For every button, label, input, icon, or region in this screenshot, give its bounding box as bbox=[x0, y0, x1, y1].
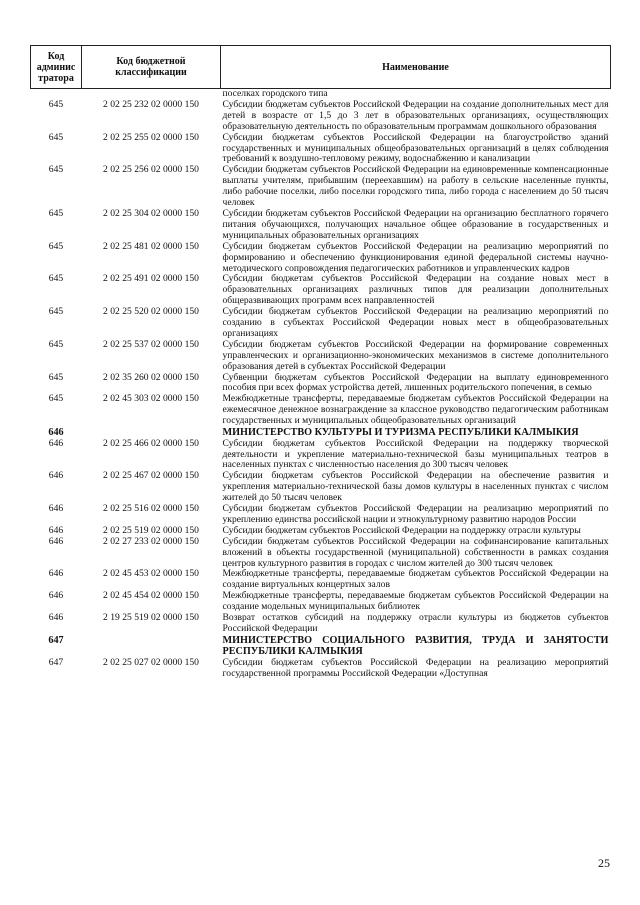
name-cell: Субсидии бюджетам субъектов Российской Федерации на реализацию мероприятий государственной программы Российской Федерации «Доступная bbox=[222, 656, 609, 679]
budget-code-cell bbox=[82, 635, 221, 658]
admin-code-cell: 646 bbox=[48, 612, 64, 624]
admin-code-cell: 645 bbox=[48, 207, 64, 219]
budget-code-cell: 2 02 25 466 02 0000 150 bbox=[103, 437, 199, 449]
ministry-row bbox=[31, 635, 611, 658]
name-cell: Субсидии бюджетам субъектов Российской Федерации на реализацию мероприятий по укреплению единства российской нации и этнокультурному развитию народов России bbox=[222, 503, 609, 525]
name-cell: Межбюджетные трансферты, передаваемые бюджетам субъектов Российской Федерации на создание модельных муниципальных библиотек bbox=[222, 590, 609, 613]
admin-code-cell: 645 bbox=[48, 164, 64, 176]
budget-code-cell: 2 02 45 454 02 0000 150 bbox=[103, 590, 199, 602]
budget-code-cell: 2 02 25 520 02 0000 150 bbox=[103, 306, 199, 318]
table-row bbox=[31, 439, 611, 472]
admin-code-cell: 647 bbox=[48, 656, 64, 668]
table-header-row bbox=[31, 46, 611, 89]
budget-code-cell: 2 02 25 304 02 0000 150 bbox=[103, 207, 199, 219]
table-row bbox=[31, 373, 611, 395]
admin-code-cell: 646 bbox=[48, 568, 64, 580]
budget-code-cell: 2 02 25 481 02 0000 150 bbox=[103, 240, 199, 252]
name-cell: Субсидии бюджетам субъектов Российской Федерации на обеспечение развития и укрепления материально-технической базы домов культуры в населенных пунктах с числом жителей до 50 тысяч человек bbox=[222, 470, 609, 504]
table-row bbox=[31, 471, 611, 504]
table-row bbox=[31, 591, 611, 613]
budget-code-cell: 2 02 27 233 02 0000 150 bbox=[103, 535, 199, 547]
table-row bbox=[31, 307, 611, 340]
admin-code-cell: 645 bbox=[48, 338, 64, 350]
table-row bbox=[31, 100, 611, 133]
budget-code-cell: 2 02 45 303 02 0000 150 bbox=[103, 393, 199, 405]
admin-code-cell: 645 bbox=[48, 393, 64, 405]
name-cell: МИНИСТЕРСТВО КУЛЬТУРЫ И ТУРИЗМА РЕСПУБЛИКИ КАЛМЫКИЯ bbox=[222, 427, 579, 439]
budget-code-cell: 2 02 25 256 02 0000 150 bbox=[103, 164, 199, 176]
table-row bbox=[31, 242, 611, 275]
name-cell: Субсидии бюджетам субъектов Российской Федерации на поддержку творческой деятельности и укрепление материально-технической базы муниципальных театров в населенных пунктах с численностью населения до 300 тысяч человек bbox=[222, 437, 609, 471]
budget-code-cell: 2 02 25 232 02 0000 150 bbox=[103, 98, 199, 110]
budget-code-cell: 2 02 25 467 02 0000 150 bbox=[103, 470, 199, 482]
table-row bbox=[31, 133, 611, 166]
table-row bbox=[31, 340, 611, 373]
budget-code-cell: 2 02 25 491 02 0000 150 bbox=[103, 273, 199, 285]
admin-code-cell: 646 bbox=[48, 503, 64, 515]
table-row bbox=[31, 569, 611, 591]
ministry-row bbox=[31, 427, 611, 439]
budget-code-cell: 2 02 25 519 02 0000 150 bbox=[103, 524, 199, 536]
admin-code-cell: 646 bbox=[48, 524, 64, 536]
budget-code-cell: 2 02 45 453 02 0000 150 bbox=[103, 568, 199, 580]
budget-code-cell: 2 02 25 027 02 0000 150 bbox=[103, 656, 199, 668]
admin-code-cell: 645 bbox=[48, 371, 64, 383]
header-name: Наименование bbox=[221, 46, 611, 89]
budget-table bbox=[30, 45, 611, 680]
admin-code-cell: 646 bbox=[48, 427, 64, 439]
name-cell: Субсидии бюджетам субъектов Российской Федерации на организацию бесплатного горячего питания обучающихся, получающих начальное общее образование в государственных и муниципальных образовательных организациях bbox=[222, 207, 609, 241]
name-cell: Межбюджетные трансферты, передаваемые бюджетам субъектов Российской Федерации на создание виртуальных концертных залов bbox=[222, 568, 609, 591]
admin-code-cell: 647 bbox=[48, 634, 64, 646]
name-cell: Субсидии бюджетам субъектов Российской Федерации на софинансирование капитальных вложений в объекты государственной (муниципальной) собственности в рамках создания центров культурного развития в городах с числом жителей до 300 тысяч человек bbox=[222, 535, 609, 569]
name-cell: Субсидии бюджетам субъектов Российской Федерации на благоустройство зданий государственных и муниципальных общеобразовательных организаций в целях соблюдения требований к воздушно-тепловому режиму, водоснабжению и канализации bbox=[222, 131, 609, 165]
name-cell: Возврат остатков субсидий на поддержку отрасли культуры из бюджетов субъектов Российской Федерации bbox=[222, 612, 609, 634]
name-cell: Субвенции бюджетам субъектов Российской Федерации на выплату единовременного пособия при всех формах устройства детей, лишенных родительского попечения, в семью bbox=[222, 371, 609, 394]
name-cell: Субсидии бюджетам субъектов Российской Федерации на создание дополнительных мест для детей в возрасте от 1,5 до 3 лет в образовательных организациях, осуществляющих образовательную деятельность по образовательным программам дошкольного образования bbox=[222, 98, 609, 132]
table-row bbox=[31, 504, 611, 526]
header-admin-code: Код админис тратора bbox=[31, 46, 82, 89]
name-cell: Субсидии бюджетам субъектов Российской Федерации на формирование современных управленческих и организационно-экономических механизмов в системе дополнительного образования детей в субъектах Российской Федерации bbox=[222, 338, 609, 372]
admin-code-cell: 645 bbox=[48, 131, 64, 143]
name-cell: МИНИСТЕРСТВО СОЦИАЛЬНОГО РАЗВИТИЯ, ТРУДА И ЗАНЯТОСТИ РЕСПУБЛИКИ КАЛМЫКИЯ bbox=[222, 634, 609, 658]
admin-code-cell: 645 bbox=[48, 273, 64, 285]
table-row bbox=[31, 658, 611, 680]
budget-code-cell: 2 02 25 516 02 0000 150 bbox=[103, 503, 199, 515]
table-row bbox=[31, 165, 611, 209]
table-body bbox=[31, 89, 611, 680]
name-cell: Субсидии бюджетам субъектов Российской Федерации на создание новых мест в образовательных организациях различных типов для реализации дополнительных общеразвивающих программ всех направленностей bbox=[222, 273, 609, 307]
name-cell: Субсидии бюджетам субъектов Российской Федерации на реализацию мероприятий по формированию и обеспечению функционирования единой федеральной системы научно-методического сопровождения педагогических работников и управленческих кадров bbox=[222, 240, 609, 274]
admin-code-cell: 646 bbox=[48, 590, 64, 602]
budget-code-cell: 2 02 25 537 02 0000 150 bbox=[103, 338, 199, 350]
page-number: 25 bbox=[598, 856, 610, 870]
admin-code-cell: 646 bbox=[48, 470, 64, 482]
document-page bbox=[30, 45, 610, 680]
admin-code-cell: 645 bbox=[48, 240, 64, 252]
admin-code-cell: 646 bbox=[48, 437, 64, 449]
budget-code-cell bbox=[82, 427, 221, 439]
table-row bbox=[31, 274, 611, 307]
table-row bbox=[31, 394, 611, 427]
admin-code-cell: 645 bbox=[48, 98, 64, 110]
admin-code-cell: 645 bbox=[48, 306, 64, 318]
name-cell: Субсидии бюджетам субъектов Российской Федерации на реализацию мероприятий по созданию в субъектах Российской Федерации новых мест в общеобразовательных организациях bbox=[222, 306, 609, 339]
name-cell: Субсидии бюджетам субъектов Российской Федерации на единовременные компенсационные выплаты учителям, прибывшим (переехавшим) на работу в сельские населенные пункты, либо рабочие поселки, либо поселки городского типа, либо города с населением до 50 тысяч человек bbox=[222, 164, 609, 209]
budget-code-cell: 2 02 25 255 02 0000 150 bbox=[103, 131, 199, 143]
table-row bbox=[31, 613, 611, 635]
table-row bbox=[31, 537, 611, 570]
table-row bbox=[31, 209, 611, 242]
header-budget-code: Код бюджетной классификации bbox=[82, 46, 221, 89]
budget-code-cell: 2 02 35 260 02 0000 150 bbox=[103, 371, 199, 383]
name-cell: поселках городского типа bbox=[222, 88, 328, 99]
budget-code-cell: 2 19 25 519 02 0000 150 bbox=[103, 612, 199, 624]
admin-code-cell: 646 bbox=[48, 535, 64, 547]
name-cell: Межбюджетные трансферты, передаваемые бюджетам субъектов Российской Федерации на ежемесячное денежное вознаграждение за классное руководство педагогическим работникам государственных и муниципальных общеобразовательных организаций bbox=[222, 393, 609, 427]
name-cell: Субсидии бюджетам субъектов Российской Федерации на поддержку отрасли культуры bbox=[222, 524, 581, 536]
